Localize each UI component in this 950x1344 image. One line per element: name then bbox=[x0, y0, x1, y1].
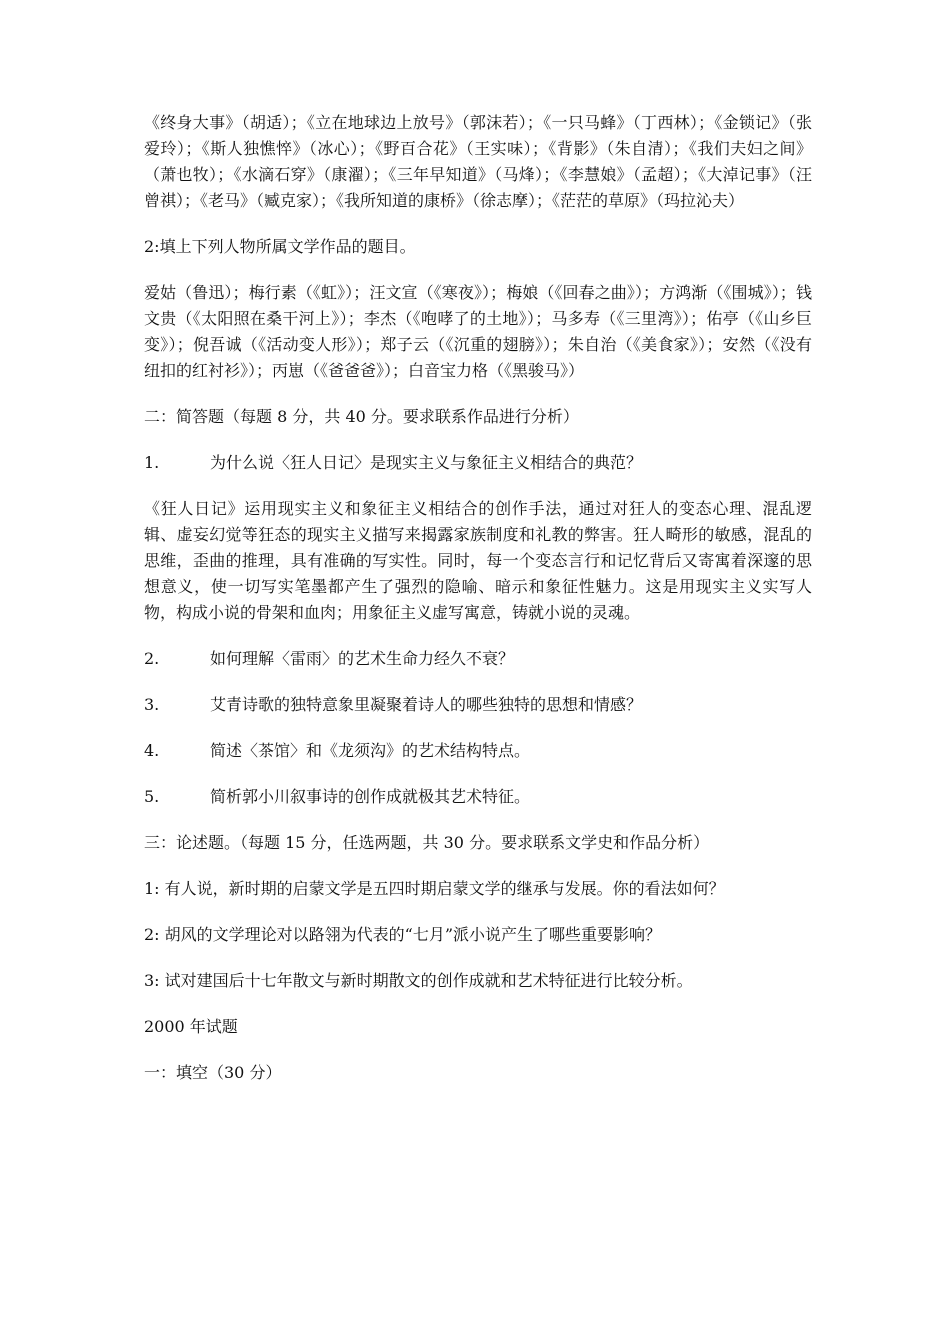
fill-section-title: 一：填空（30 分） bbox=[144, 1063, 282, 1082]
answer-1: 《狂人日记》运用现实主义和象征主义相结合的创作手法，通过对狂人的变态心理、混乱逻辑、虚妄幻觉等狂态的现实主义描写来揭露家族制度和礼教的弊害。狂人畸形的敏感，混乱的思维，歪曲的推理，具有准确的写实性。同时，每一个变态言行和记忆背后又寄寓着深邃的思想意义，使一切写实笔墨都产生了强烈的隐喻、暗示和象征性魅力。这是用现实主义实写人物，构成小说的骨架和血肉；用象征主义虚写寓意，铸就小说的灵魂。 bbox=[144, 499, 812, 622]
essay-question-1: 1: 有人说，新时期的启蒙文学是五四时期启蒙文学的继承与发展。你的看法如何？ bbox=[144, 879, 725, 898]
question-number: 1. bbox=[144, 453, 160, 472]
year-title: 2000 年试题 bbox=[144, 1017, 238, 1036]
question-number: 5. bbox=[144, 787, 160, 806]
characters-list: 爱姑（鲁迅）；梅行素（《虹》）；汪文宣（《寒夜》）；梅娘（《回春之曲》）；方鸿渐（《围城》）；钱文贵（《太阳照在桑干河上》）；李杰（《咆哮了的土地》）；马多寿（《三里湾》）；佑亭（《山乡巨变》）；倪吾诚（《活动变人形》）；郑子云（《沉重的翅膀》）；朱自治（《美食家》）；安然（《没有纽扣的红衬衫》）；丙崽（《爸爸爸》）；白音宝力格（《黑骏马》） bbox=[144, 283, 812, 380]
question-text: 艾青诗歌的独特意象里凝聚着诗人的哪些独特的思想和情感？ bbox=[210, 695, 643, 714]
question-number: 2. bbox=[144, 649, 160, 668]
short-question-1 bbox=[144, 450, 812, 476]
section-3-title: 三：论述题。（每题 15 分，任选两题，共 30 分。要求联系文学史和作品分析） bbox=[144, 833, 710, 852]
question-number: 3. bbox=[144, 695, 160, 714]
fill-question-2: 2:填上下列人物所属文学作品的题目。 bbox=[144, 237, 416, 256]
short-question-3 bbox=[144, 692, 812, 718]
section-2-title: 二：简答题（每题 8 分，共 40 分。要求联系作品进行分析） bbox=[144, 407, 579, 426]
document-page bbox=[144, 110, 812, 1106]
essay-question-3: 3: 试对建国后十七年散文与新时期散文的创作成就和艺术特征进行比较分析。 bbox=[144, 971, 693, 990]
question-number: 4. bbox=[144, 741, 160, 760]
short-question-5 bbox=[144, 784, 812, 810]
short-question-2 bbox=[144, 646, 812, 672]
question-text: 简析郭小川叙事诗的创作成就极其艺术特征。 bbox=[210, 787, 531, 806]
works-authors-list: 《终身大事》（胡适）；《立在地球边上放号》（郭沫若）；《一只马蜂》（丁西林）；《金锁记》（张爱玲）；《斯人独憔悴》（冰心）；《野百合花》（王实味）；《背影》（朱自清）；《我们夫妇之间》（萧也牧）；《水滴石穿》（康濯）；《三年早知道》（马烽）；《李慧娘》（孟超）；《大淖记事》（汪曾祺）；《老马》（臧克家）；《我所知道的康桥》（徐志摩）；《茫茫的草原》（玛拉沁夫） bbox=[144, 113, 812, 210]
question-text: 如何理解〈雷雨〉的艺术生命力经久不衰？ bbox=[210, 649, 515, 668]
question-text: 为什么说〈狂人日记〉是现实主义与象征主义相结合的典范？ bbox=[210, 453, 643, 472]
question-text: 简述〈茶馆〉和《龙须沟》的艺术结构特点。 bbox=[210, 741, 531, 760]
essay-question-2: 2: 胡风的文学理论对以路翎为代表的“七月”派小说产生了哪些重要影响？ bbox=[144, 925, 662, 944]
short-question-4 bbox=[144, 738, 812, 764]
